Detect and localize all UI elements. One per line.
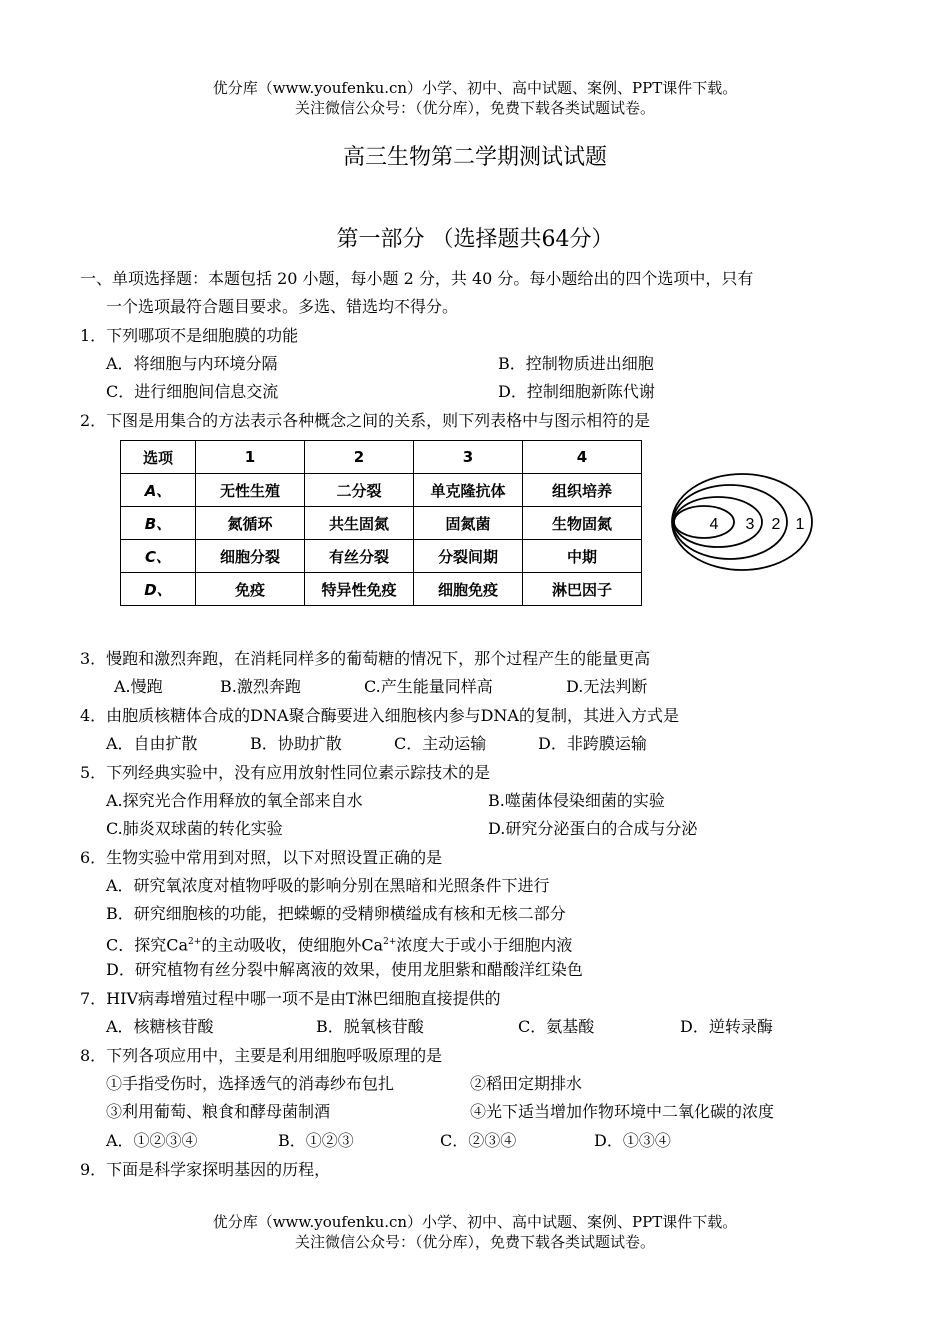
option-c-text-2: 的主动吸收，使细胞外Ca [201, 935, 384, 955]
table-cell: 有丝分裂 [305, 540, 414, 573]
table-header-row [121, 441, 642, 474]
set-label-2: 2 [771, 516, 781, 533]
table-cell: A、 [121, 474, 196, 507]
question-8-stem: 8．下列各项应用中，主要是利用细胞呼吸原理的是 [80, 1046, 443, 1065]
question-1-stem: 1．下列哪项不是细胞膜的功能 [80, 326, 299, 345]
question-2-stem: 2．下图是用集合的方法表示各种概念之间的关系，则下列表格中与图示相符的是 [80, 411, 651, 430]
question-3-option-b: B.激烈奔跑 [220, 677, 301, 696]
table-cell: 二分裂 [305, 474, 414, 507]
option-c-text-1: C．探究Ca [106, 935, 189, 955]
table-cell: D、 [121, 573, 196, 606]
table-row [121, 507, 642, 540]
question-8-option-a: A．①②③④ [106, 1131, 198, 1150]
set-ellipse-1 [672, 474, 812, 570]
footer-line-2: 关注微信公众号：（优分库），免费下载各类试题试卷。 [294, 1233, 655, 1251]
nested-sets-diagram [670, 470, 820, 580]
question-4-option-b: B．协助扩散 [250, 734, 342, 753]
question-6-option-a: A．研究氧浓度对植物呼吸的影响分别在黑暗和光照条件下进行 [106, 876, 550, 895]
question-7-option-c: C．氨基酸 [518, 1017, 595, 1036]
table-cell: 细胞分裂 [196, 540, 305, 573]
question-1-option-c: C．进行细胞间信息交流 [106, 382, 279, 401]
table-header-cell: 选项 [121, 441, 196, 474]
question-1-option-d: D．控制细胞新陈代谢 [498, 382, 655, 401]
question-7-option-a: A．核糖核苷酸 [106, 1017, 214, 1036]
superscript-charge: 2+ [188, 937, 202, 947]
question-8-option-b: B．①②③ [278, 1131, 354, 1150]
question-9-stem: 9．下面是科学家探明基因的历程， [80, 1160, 331, 1179]
section-intro-line-2: 一个选项最符合题目要求。多选、错选均不得分。 [106, 297, 459, 316]
question-4-option-d: D．非跨膜运输 [538, 734, 647, 753]
set-label-3: 3 [745, 516, 755, 533]
question-6-stem: 6．生物实验中常用到对照，以下对照设置正确的是 [80, 848, 443, 867]
table-cell: 单克隆抗体 [414, 474, 523, 507]
question-4-option-c: C．主动运输 [394, 734, 487, 753]
table-row [121, 573, 642, 606]
set-label-4: 4 [709, 516, 719, 533]
table-header-cell: 2 [305, 441, 414, 474]
table-cell: 氮循环 [196, 507, 305, 540]
question-3-option-d: D.无法判断 [566, 677, 648, 696]
table-cell: 细胞免疫 [414, 573, 523, 606]
question-8-item-1: ①手指受伤时，选择透气的消毒纱布包扎 [106, 1074, 395, 1093]
question-5-option-d: D.研究分泌蛋白的合成与分泌 [488, 819, 698, 838]
table-cell: 特异性免疫 [305, 573, 414, 606]
table-cell: 中期 [523, 540, 642, 573]
question-5-option-b: B.噬菌体侵染细菌的实验 [488, 791, 665, 810]
question-3-option-a: A.慢跑 [114, 677, 163, 696]
table-cell: C、 [121, 540, 196, 573]
question-7-option-b: B．脱氧核苷酸 [316, 1017, 424, 1036]
question-6-option-d: D．研究植物有丝分裂中解离液的效果，使用龙胆紫和醋酸洋红染色 [106, 960, 583, 979]
question-8-item-2: ②稻田定期排水 [470, 1074, 583, 1093]
question-1-option-b: B．控制物质进出细胞 [498, 354, 654, 373]
question-5-option-a: A.探究光合作用释放的氧全部来自水 [106, 791, 363, 810]
superscript-charge: 2+ [383, 937, 397, 947]
question-5-option-c: C.肺炎双球菌的转化实验 [106, 819, 283, 838]
question-6-option-c [106, 931, 572, 956]
table-header-cell: 1 [196, 441, 305, 474]
table-row [121, 540, 642, 573]
question-2-table [120, 440, 642, 606]
table-cell: 组织培养 [523, 474, 642, 507]
page-title: 高三生物第二学期测试试题 [342, 145, 607, 170]
question-1-option-a: A．将细胞与内环境分隔 [106, 354, 278, 373]
question-7-stem: 7．HIV病毒增殖过程中哪一项不是由T淋巴细胞直接提供的 [80, 989, 501, 1008]
question-4-stem: 4．由胞质核糖体合成的DNA聚合酶要进入细胞核内参与DNA的复制，其进入方式是 [80, 706, 679, 725]
table-cell: B、 [121, 507, 196, 540]
question-6-option-b: B．研究细胞核的功能，把蝾螈的受精卵横缢成有核和无核二部分 [106, 904, 566, 923]
table-cell: 淋巴因子 [523, 573, 642, 606]
table-cell: 分裂间期 [414, 540, 523, 573]
section-intro-line-1: 一、单项选择题：本题包括 20 小题，每小题 2 分，共 40 分。每小题给出的四个选项中，只有 [80, 269, 754, 288]
set-label-1: 1 [795, 516, 805, 533]
header-line-2: 关注微信公众号：（优分库），免费下载各类试题试卷。 [294, 99, 655, 117]
question-8-item-4: ④光下适当增加作物环境中二氧化碳的浓度 [470, 1102, 775, 1121]
question-8-item-3: ③利用葡萄、粮食和酵母菌制酒 [106, 1102, 331, 1121]
set-ellipse-2 [673, 485, 787, 559]
question-5-stem: 5．下列经典实验中，没有应用放射性同位素示踪技术的是 [80, 763, 491, 782]
table-cell: 免疫 [196, 573, 305, 606]
table-cell: 生物固氮 [523, 507, 642, 540]
table-cell: 固氮菌 [414, 507, 523, 540]
question-7-option-d: D．逆转录酶 [680, 1017, 773, 1036]
question-3-stem: 3．慢跑和激烈奔跑，在消耗同样多的葡萄糖的情况下，那个过程产生的能量更高 [80, 649, 651, 668]
question-8-option-c: C．②③④ [440, 1131, 517, 1150]
table-header-cell: 4 [523, 441, 642, 474]
table-row [121, 474, 642, 507]
header-line-1: 优分库（www.youfenku.cn）小学、初中、高中试题、案例、PPT课件下载。 [212, 79, 738, 97]
footer-line-1: 优分库（www.youfenku.cn）小学、初中、高中试题、案例、PPT课件下载。 [212, 1213, 738, 1231]
question-4-option-a: A．自由扩散 [106, 734, 198, 753]
table-cell: 无性生殖 [196, 474, 305, 507]
part-title: 第一部分 （选择题共64分） [336, 227, 614, 252]
table-cell: 共生固氮 [305, 507, 414, 540]
table-header-cell: 3 [414, 441, 523, 474]
question-8-option-d: D．①③④ [594, 1131, 671, 1150]
set-ellipse-4 [674, 506, 734, 538]
option-c-text-3: 浓度大于或小于细胞内液 [396, 935, 573, 955]
question-3-option-c: C.产生能量同样高 [364, 677, 493, 696]
